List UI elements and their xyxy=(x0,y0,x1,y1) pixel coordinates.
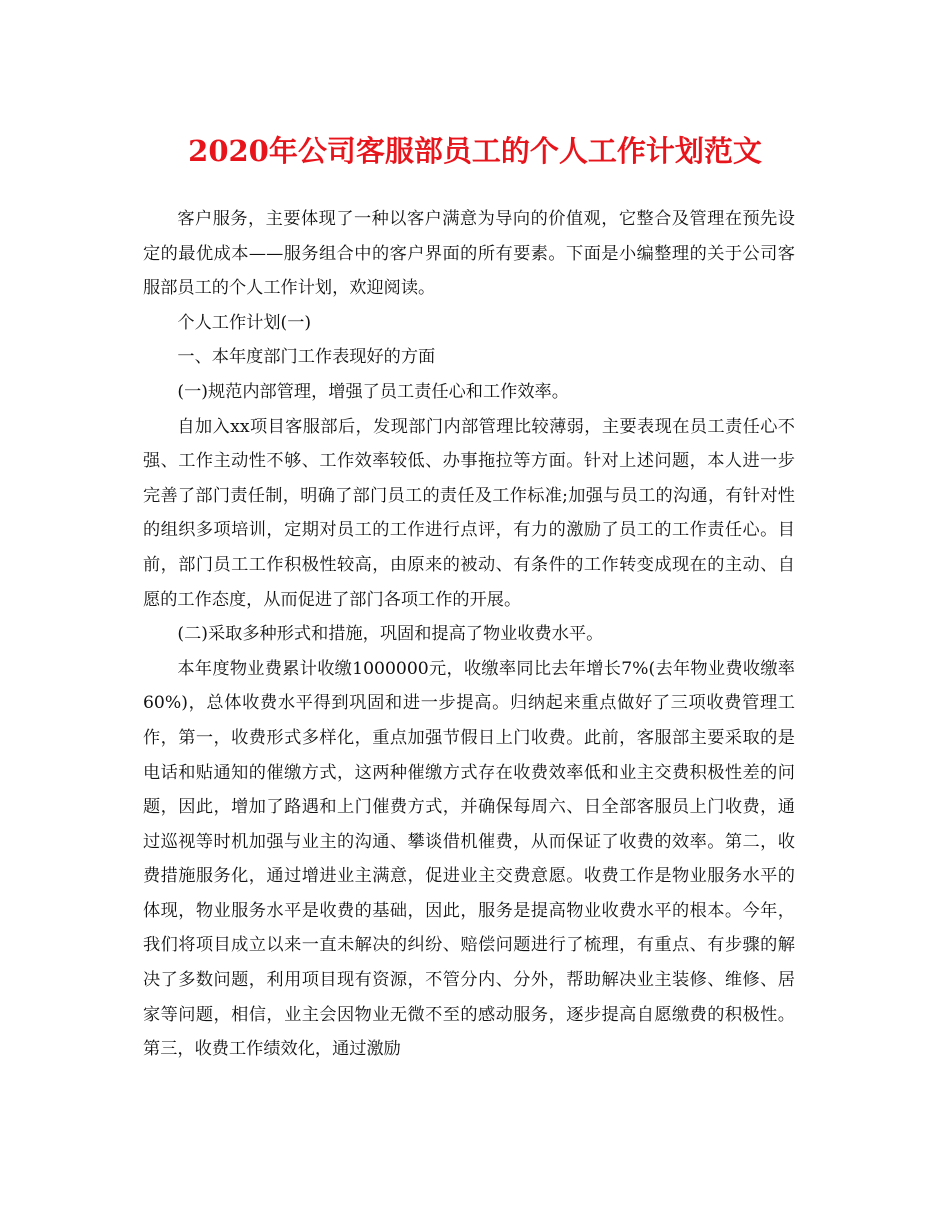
document-title: 2020年公司客服部员工的个人工作计划范文 xyxy=(188,134,762,168)
document-body xyxy=(143,202,795,1067)
paragraph-fee-collection: 本年度物业费累计收缴1000000元，收缴率同比去年增长7%(去年物业费收缴率60%)，总体收费水平得到巩固和进一步提高。归纳起来重点做好了三项收费管理工作，第一，收费形式多样化，重点加强节假日上门收费。此前，客服部主要采取的是电话和贴通知的催缴方式，这两种催缴方式存在收费效率低和业主交费积极性差的问题，因此，增加了路遇和上门催费方式，并确保每周六、日全部客服员上门收费，通过巡视等时机加强与业主的沟通、攀谈借机催费，从而保证了收费的效率。第二，收费措施服务化，通过增进业主满意，促进业主交费意愿。收费工作是物业服务水平的体现，物业服务水平是收费的基础，因此，服务是提高物业收费水平的根本。今年，我们将项目成立以来一直未解决的纠纷、赔偿问题进行了梳理，有重点、有步骤的解决了多数问题，利用项目现有资源，不管分内、分外，帮助解决业主装修、维修、居家等问题，相信，业主会因物业无微不至的感动服务，逐步提高自愿缴费的积极性。第三，收费工作绩效化，通过激励 xyxy=(143,658,795,1060)
subheading-internal-management: (一)规范内部管理，增强了员工责任心和工作效率。 xyxy=(177,381,569,402)
paragraph-internal-management: 自加入xx项目客服部后，发现部门内部管理比较薄弱，主要表现在员工责任心不强、工作主动性不够、工作效率较低、办事拖拉等方面。针对上述问题，本人进一步完善了部门责任制，明确了部门员工的责任及工作标准;加强与员工的沟通，有针对性的组织多项培训，定期对员工的工作进行点评，有力的激励了员工的工作责任心。目前，部门员工工作积极性较高，由原来的被动、有条件的工作转变成现在的主动、自愿的工作态度，从而促进了部门各项工作的开展。 xyxy=(143,416,795,610)
section-heading-good-aspects: 一、本年度部门工作表现好的方面 xyxy=(177,347,436,368)
paragraph-intro: 客户服务，主要体现了一种以客户满意为导向的价值观，它整合及管理在预先设定的最优成本——服务组合中的客户界面的所有要素。下面是小编整理的关于公司客服部员工的个人工作计划，欢迎阅读。 xyxy=(143,209,795,299)
subheading-fee-collection: (二)采取多种形式和措施，巩固和提高了物业收费水平。 xyxy=(177,624,604,645)
section-heading-plan-one: 个人工作计划(一) xyxy=(177,312,312,333)
